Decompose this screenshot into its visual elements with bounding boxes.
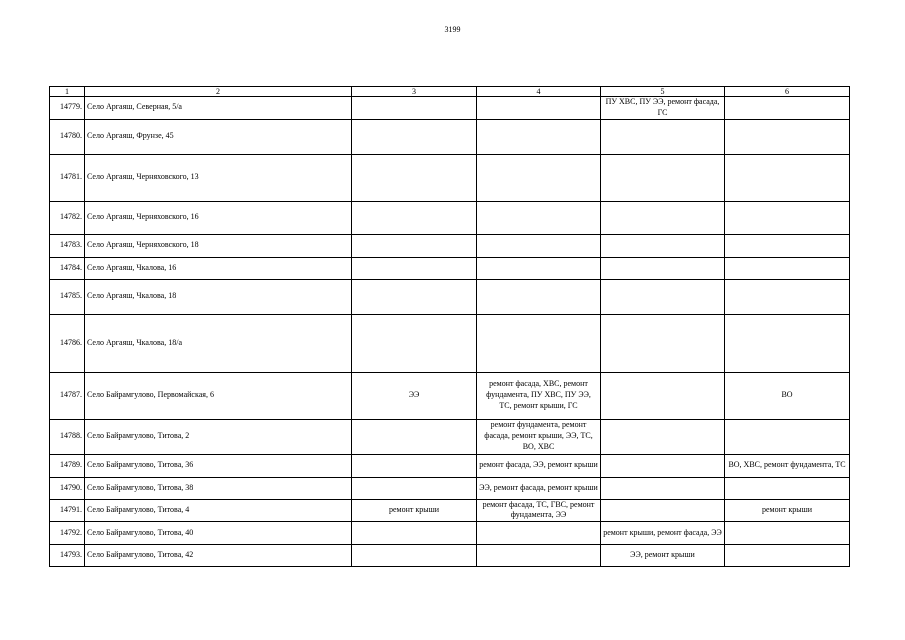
row-col-3: [352, 201, 477, 234]
row-number: 14788.: [50, 419, 85, 454]
header-col-1: 1: [50, 87, 85, 97]
row-address: Село Байрамгулово, Титова, 36: [85, 454, 352, 477]
row-col-4: [477, 119, 601, 154]
row-number: 14785.: [50, 279, 85, 314]
row-address: Село Байрамгулово, Титова, 38: [85, 477, 352, 499]
row-col-4: [477, 154, 601, 201]
row-col-6: ВО: [725, 372, 850, 419]
page-number: 3199: [444, 25, 461, 34]
row-col-3: ремонт крыши: [352, 499, 477, 522]
row-address: Село Байрамгулово, Титова, 2: [85, 419, 352, 454]
table-row: [50, 257, 850, 279]
row-col-4: [477, 234, 601, 257]
row-col-5: [601, 119, 725, 154]
row-col-5: ПУ ХВС, ПУ ЭЭ, ремонт фасада, ГС: [601, 97, 725, 120]
header-col-4: 4: [477, 87, 601, 97]
row-col-4: [477, 279, 601, 314]
table-row: [50, 314, 850, 372]
row-col-6: [725, 477, 850, 499]
row-col-6: [725, 234, 850, 257]
header-row: [50, 87, 850, 97]
row-address: Село Аргаяш, Фрунзе, 45: [85, 119, 352, 154]
row-col-3: [352, 154, 477, 201]
row-col-3: [352, 419, 477, 454]
row-col-5: [601, 257, 725, 279]
row-col-3: [352, 314, 477, 372]
table-row: [50, 372, 850, 419]
table-row: [50, 522, 850, 545]
row-col-3: [352, 257, 477, 279]
row-col-5: [601, 419, 725, 454]
row-col-5: [601, 279, 725, 314]
row-col-3: [352, 234, 477, 257]
row-address: Село Аргаяш, Чкалова, 18: [85, 279, 352, 314]
row-number: 14786.: [50, 314, 85, 372]
table-row: [50, 201, 850, 234]
table-row: [50, 97, 850, 120]
row-address: Село Аргаяш, Чкалова, 18/а: [85, 314, 352, 372]
row-col-3: [352, 119, 477, 154]
header-col-5: 5: [601, 87, 725, 97]
table-row: [50, 279, 850, 314]
row-col-4: ЭЭ, ремонт фасада, ремонт крыши: [477, 477, 601, 499]
row-col-3: [352, 279, 477, 314]
row-number: 14782.: [50, 201, 85, 234]
row-col-5: [601, 154, 725, 201]
table-row: [50, 545, 850, 567]
header-col-2: 2: [85, 87, 352, 97]
row-col-6: [725, 314, 850, 372]
row-number: 14783.: [50, 234, 85, 257]
row-number: 14781.: [50, 154, 85, 201]
row-col-6: [725, 522, 850, 545]
row-col-4: [477, 97, 601, 120]
row-col-3: [352, 522, 477, 545]
row-address: Село Байрамгулово, Первомайская, 6: [85, 372, 352, 419]
row-number: 14787.: [50, 372, 85, 419]
row-col-3: [352, 545, 477, 567]
row-address: Село Байрамгулово, Титова, 4: [85, 499, 352, 522]
row-address: Село Аргаяш, Северная, 5/а: [85, 97, 352, 120]
row-col-3: [352, 454, 477, 477]
row-col-6: [725, 545, 850, 567]
row-number: 14793.: [50, 545, 85, 567]
row-col-6: [725, 279, 850, 314]
row-col-6: ВО, ХВС, ремонт фундамента, ТС: [725, 454, 850, 477]
row-col-6: [725, 257, 850, 279]
row-col-6: [725, 419, 850, 454]
row-col-6: [725, 97, 850, 120]
row-col-3: ЭЭ: [352, 372, 477, 419]
row-col-6: [725, 154, 850, 201]
row-number: 14784.: [50, 257, 85, 279]
row-col-6: ремонт крыши: [725, 499, 850, 522]
row-col-5: [601, 372, 725, 419]
row-col-5: [601, 234, 725, 257]
table-row: [50, 477, 850, 499]
row-col-4: ремонт фасада, ЭЭ, ремонт крыши: [477, 454, 601, 477]
row-col-4: ремонт фасада, ХВС, ремонт фундамента, ПУ ХВС, ПУ ЭЭ, ТС, ремонт крыши, ГС: [477, 372, 601, 419]
row-col-5: [601, 499, 725, 522]
row-number: 14792.: [50, 522, 85, 545]
row-col-6: [725, 119, 850, 154]
row-col-5: ЭЭ, ремонт крыши: [601, 545, 725, 567]
table-row: [50, 154, 850, 201]
row-address: Село Аргаяш, Черняховского, 13: [85, 154, 352, 201]
row-number: 14790.: [50, 477, 85, 499]
header-col-3: 3: [352, 87, 477, 97]
header-col-6: 6: [725, 87, 850, 97]
row-col-4: [477, 522, 601, 545]
row-col-4: ремонт фундамента, ремонт фасада, ремонт крыши, ЭЭ, ТС, ВО, ХВС: [477, 419, 601, 454]
row-address: Село Байрамгулово, Титова, 40: [85, 522, 352, 545]
table-row: [50, 234, 850, 257]
row-address: Село Аргаяш, Черняховского, 18: [85, 234, 352, 257]
table-row: [50, 454, 850, 477]
row-col-6: [725, 201, 850, 234]
row-col-5: [601, 454, 725, 477]
row-col-4: [477, 545, 601, 567]
row-col-5: ремонт крыши, ремонт фасада, ЭЭ: [601, 522, 725, 545]
row-col-3: [352, 477, 477, 499]
row-number: 14789.: [50, 454, 85, 477]
row-col-5: [601, 314, 725, 372]
row-col-3: [352, 97, 477, 120]
table-row: [50, 119, 850, 154]
row-number: 14780.: [50, 119, 85, 154]
table-row: [50, 499, 850, 522]
row-col-4: [477, 257, 601, 279]
row-number: 14779.: [50, 97, 85, 120]
row-address: Село Аргаяш, Чкалова, 16: [85, 257, 352, 279]
row-number: 14791.: [50, 499, 85, 522]
buildings-table: [49, 86, 850, 567]
row-col-4: [477, 201, 601, 234]
row-address: Село Аргаяш, Черняховского, 16: [85, 201, 352, 234]
row-col-4: [477, 314, 601, 372]
table-row: [50, 419, 850, 454]
row-col-5: [601, 201, 725, 234]
row-address: Село Байрамгулово, Титова, 42: [85, 545, 352, 567]
row-col-5: [601, 477, 725, 499]
row-col-4: ремонт фасада, ТС, ГВС, ремонт фундамента, ЭЭ: [477, 499, 601, 522]
